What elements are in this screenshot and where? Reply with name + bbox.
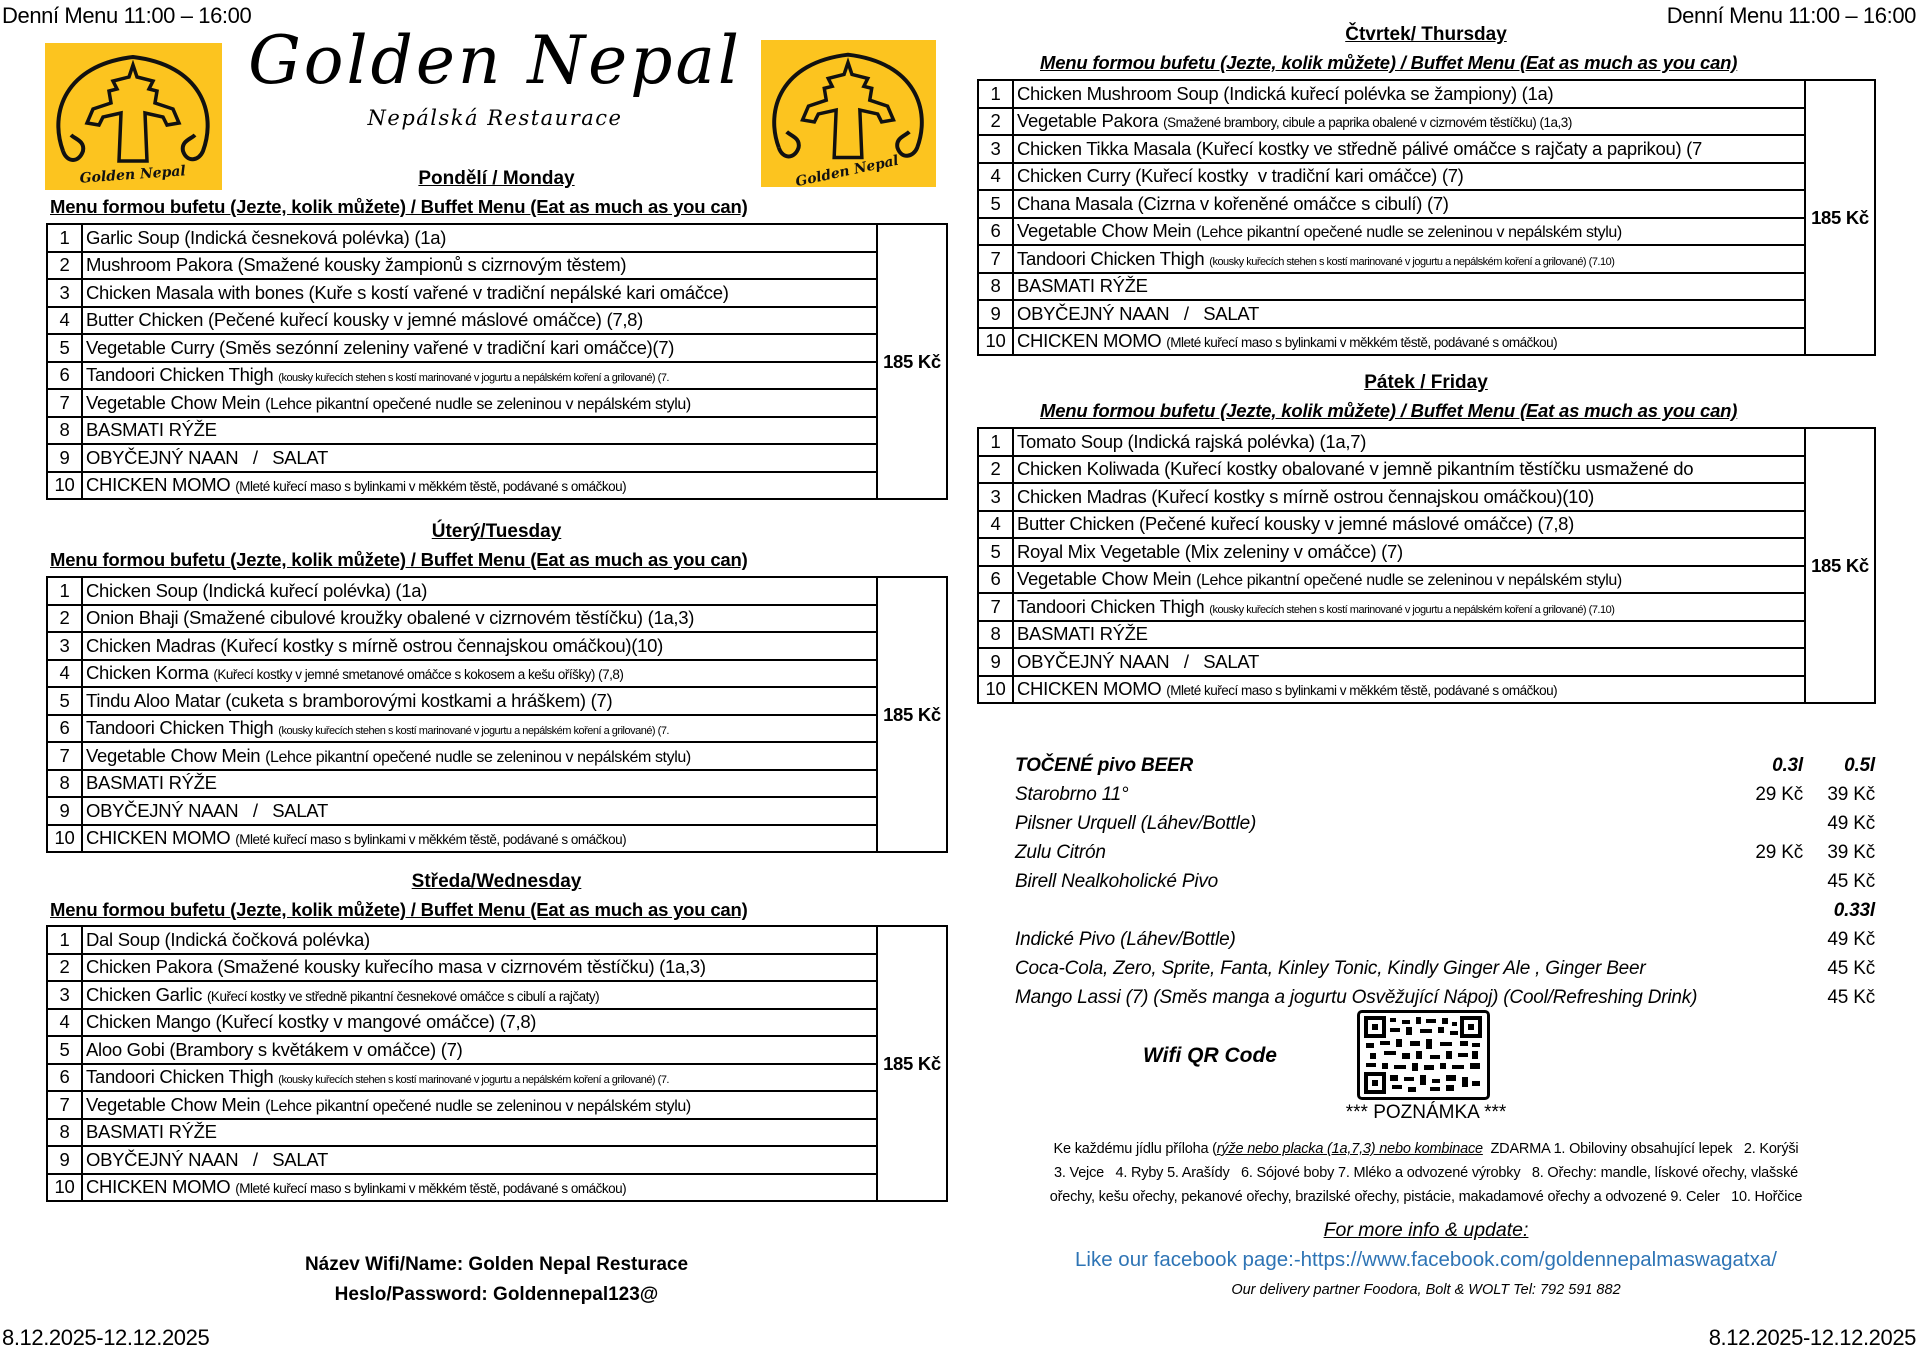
menu-item — [1013, 566, 1805, 594]
item-name: Royal Mix Vegetable (Mix zeleniny v omáčce) (7) — [1017, 540, 1403, 562]
drink-row — [1015, 810, 1875, 839]
menu-row — [978, 566, 1875, 594]
drinks-title: TOČENÉ pivo BEER — [1015, 755, 1194, 776]
date-range-left: 8.12.2025-12.12.2025 — [2, 1325, 210, 1350]
menu-row — [978, 163, 1875, 191]
menu-row — [978, 300, 1875, 328]
menu-item — [1013, 300, 1805, 328]
menu-item — [82, 1064, 877, 1092]
menu-row — [47, 307, 947, 335]
item-number: 1 — [978, 428, 1013, 456]
item-name: Chana Masala (Cizrna v kořeněné omáčce s cibulí) (7) — [1017, 192, 1449, 214]
buffet-price: 185 Kč — [877, 577, 947, 852]
pagoda-logo-icon — [761, 40, 936, 187]
menu-item — [82, 1174, 877, 1202]
menu-row — [978, 428, 1875, 456]
menu-row — [978, 648, 1875, 676]
buffet-caption: Menu formou bufetu (Jezte, kolik můžete) / Buffet Menu (Eat as much as you can) — [1040, 52, 1738, 73]
menu-item — [82, 444, 877, 472]
buffet-caption: Menu formou bufetu (Jezte, kolik můžete) / Buffet Menu (Eat as much as you can) — [50, 196, 748, 217]
drink-price-large: 39 Kč — [1827, 784, 1875, 805]
menu-row — [47, 472, 947, 500]
item-number: 1 — [47, 926, 82, 954]
menu-item — [1013, 428, 1805, 456]
item-name: Vegetable Pakora — [1017, 110, 1159, 132]
menu-row — [47, 362, 947, 390]
buffet-price: 185 Kč — [877, 926, 947, 1201]
drink-row — [1015, 839, 1875, 868]
buffet-caption: Menu formou bufetu (Jezte, kolik můžete) / Buffet Menu (Eat as much as you can) — [50, 549, 748, 570]
menu-item — [1013, 108, 1805, 136]
item-number: 4 — [47, 307, 82, 335]
menu-item — [82, 1119, 877, 1147]
menu-item — [82, 1146, 877, 1174]
menu-item — [82, 1036, 877, 1064]
menu-item — [82, 605, 877, 633]
menu-item — [1013, 163, 1805, 191]
item-name: Chicken Koliwada (Kuřecí kostky obalované v jemně pikantním těstíčku usmažené do — [1017, 458, 1694, 480]
drink-price-large: 45 Kč — [1827, 871, 1875, 892]
item-number: 3 — [47, 279, 82, 307]
drink-price-large: 39 Kč — [1827, 842, 1875, 863]
menu-item — [82, 307, 877, 335]
menu-row — [978, 108, 1875, 136]
buffet-caption: Menu formou bufetu (Jezte, kolik můžete) / Buffet Menu (Eat as much as you can) — [1040, 400, 1738, 421]
item-number: 5 — [47, 687, 82, 715]
menu-row — [978, 245, 1875, 273]
drink-name: Coca-Cola, Zero, Sprite, Fanta, Kinley Tonic, Kindly Ginger Ale , Ginger Beer — [1015, 958, 1646, 979]
item-number: 4 — [47, 1009, 82, 1037]
item-description: (Mleté kuřecí maso s bylinkami v měkkém těstě, podávané s omáčkou) — [1166, 683, 1558, 699]
day-heading-friday: Pátek / Friday — [1364, 372, 1488, 393]
item-name: Dal Soup (Indická čočková polévka) — [86, 928, 370, 950]
item-name: Butter Chicken (Pečené kuřecí kousky v jemné máslové omáčce) (7,8) — [86, 309, 644, 331]
item-name: Chicken Korma — [86, 662, 209, 684]
item-number: 6 — [978, 566, 1013, 594]
item-name: Chicken Masala with bones (Kuře s kostí vařené v tradiční nepálské kari omáčce) — [86, 281, 729, 303]
item-name: Vegetable Chow Mein — [86, 1093, 261, 1115]
wifi-password: Heslo/Password: Goldennepal123@ — [334, 1284, 659, 1305]
menu-item — [82, 252, 877, 280]
item-number: 9 — [47, 1146, 82, 1174]
item-name: Chicken Mushroom Soup (Indická kuřecí polévka se žampiony) (1a) — [1017, 82, 1554, 104]
menu-row — [47, 926, 947, 954]
menu-item — [82, 279, 877, 307]
drinks-header — [1015, 752, 1875, 781]
drink-price-large: 45 Kč — [1827, 987, 1875, 1008]
menu-item — [1013, 273, 1805, 301]
day-heading-thursday: Čtvrtek/ Thursday — [1345, 24, 1507, 45]
note-line-3: ořechy, kešu ořechy, pekanové ořechy, brazilské ořechy, pistácie, makadamové ořechy a odvozené 9. Celer 10. Hořčice — [1049, 1189, 1803, 1205]
menu-item — [1013, 621, 1805, 649]
menu-item — [82, 1091, 877, 1119]
menu-row — [47, 660, 947, 688]
item-name: Chicken Madras (Kuřecí kostky s mírně ostrou čennajskou omáčkou)(10) — [86, 634, 663, 656]
item-number: 9 — [978, 648, 1013, 676]
note-line-2: 3. Vejce 4. Ryby 5. Arašídy 6. Sójové boby 7. Mléko a odvozené výrobky 8. Ořechy: mandle, lískové ořechy, vlašské — [1054, 1165, 1798, 1181]
item-number: 4 — [978, 163, 1013, 191]
menu-row — [47, 334, 947, 362]
item-name: OBYČEJNÝ NAAN / SALAT — [86, 446, 328, 468]
item-description: (Lehce pikantní opečené nudle se zeleninou v nepálském stylu) — [1196, 572, 1622, 590]
menu-item — [82, 687, 877, 715]
item-description: (Lehce pikantní opečené nudle se zeleninou v nepálském stylu) — [265, 395, 691, 413]
item-number: 2 — [978, 456, 1013, 484]
menu-row — [47, 1091, 947, 1119]
item-name: OBYČEJNÝ NAAN / SALAT — [86, 799, 328, 821]
menu-row — [47, 389, 947, 417]
menu-item — [82, 334, 877, 362]
drink-name: Indické Pivo (Láhev/Bottle) — [1015, 929, 1236, 950]
day-heading-wednesday: Středa/Wednesday — [411, 871, 582, 892]
menu-item — [1013, 483, 1805, 511]
logo-text: Golden Nepal — [794, 152, 901, 187]
menu-row — [978, 456, 1875, 484]
date-range-right: 8.12.2025-12.12.2025 — [1708, 1325, 1916, 1350]
item-number: 10 — [47, 825, 82, 853]
item-description: (kousky kuřecích stehen s kostí marinované v jogurtu a nepálském koření a grilované) (7.10) — [1209, 603, 1615, 616]
menu-item — [1013, 245, 1805, 273]
menu-row — [47, 687, 947, 715]
item-name: Vegetable Curry (Směs sezónní zeleniny vařené v tradiční kari omáčce)(7) — [86, 336, 675, 358]
item-number: 5 — [47, 1036, 82, 1064]
menu-item — [82, 742, 877, 770]
item-number: 3 — [47, 981, 82, 1009]
size-small: 0.3l — [1772, 755, 1803, 776]
menu-row — [978, 676, 1875, 704]
hours-right: Denní Menu 11:00 – 16:00 — [1666, 3, 1916, 28]
menu-item — [1013, 648, 1805, 676]
size-large: 0.5l — [1844, 755, 1875, 776]
item-name: Tandoori Chicken Thigh — [86, 717, 274, 739]
drink-name: Zulu Citrón — [1015, 842, 1106, 863]
drink-name: Pilsner Urquell (Láhev/Bottle) — [1015, 813, 1257, 834]
menu-item — [1013, 218, 1805, 246]
item-description: (Smažené brambory, cibule a paprika obalené v cizrnovém těstíčku) (1a,3) — [1163, 115, 1572, 131]
wifi-name: Název Wifi/Name: Golden Nepal Resturace — [304, 1254, 689, 1275]
logo-text: Golden Nepal — [79, 163, 187, 187]
item-name: Tandoori Chicken Thigh — [1017, 247, 1205, 269]
restaurant-title: Golden Nepal — [248, 22, 742, 99]
facebook-link[interactable]: Like our facebook page:-https://www.facebook.com/goldennepalmaswagatxa/ — [1075, 1248, 1777, 1271]
menu-row — [978, 135, 1875, 163]
item-number: 2 — [47, 252, 82, 280]
item-description: (Kuřecí kostky v jemné smetanové omáčce s kokosem a kešu oříšky) (7,8) — [213, 667, 624, 683]
item-name: OBYČEJNÝ NAAN / SALAT — [1017, 650, 1259, 672]
menu-row — [47, 1119, 947, 1147]
item-name: BASMATI RÝŽE — [1017, 275, 1148, 297]
item-number: 3 — [978, 135, 1013, 163]
note-line-1-post: ZDARMA 1. Obiloviny obsahující lepek 2. Korýši — [1482, 1141, 1799, 1157]
menu-row — [978, 621, 1875, 649]
item-number: 7 — [47, 742, 82, 770]
menu-row — [978, 538, 1875, 566]
drink-name: Birell Nealkoholické Pivo — [1015, 871, 1219, 892]
delivery-info: Our delivery partner Foodora, Bolt & WOLT Tel: 792 591 882 — [1231, 1282, 1621, 1298]
item-number: 8 — [47, 417, 82, 445]
menu-item — [82, 632, 877, 660]
day-heading-tuesday: Úterý/Tuesday — [431, 521, 562, 542]
drink-row — [1015, 984, 1875, 1013]
item-number: 4 — [47, 660, 82, 688]
drink-price-small: 29 Kč — [1755, 784, 1803, 805]
menu-row — [978, 328, 1875, 356]
drink-row — [1015, 926, 1875, 955]
menu-item — [82, 926, 877, 954]
item-name: BASMATI RÝŽE — [1017, 623, 1148, 645]
item-name: Tandoori Chicken Thigh — [86, 1066, 274, 1088]
item-number: 6 — [978, 218, 1013, 246]
item-name: Chicken Curry (Kuřecí kostky v tradiční kari omáčce) (7) — [1017, 165, 1464, 187]
item-description: (kousky kuřecích stehen s kostí marinované v jogurtu a nepálském koření a grilované) (7. — [278, 372, 669, 385]
drink-price-small: 29 Kč — [1755, 842, 1803, 863]
item-name: Aloo Gobi (Brambory s květákem v omáčce) (7) — [86, 1038, 463, 1060]
item-description: (kousky kuřecích stehen s kostí marinované v jogurtu a nepálském koření a grilované) (7.10) — [1209, 255, 1615, 268]
item-number: 6 — [47, 715, 82, 743]
drink-price-large: 45 Kč — [1827, 958, 1875, 979]
drink-price-large: 49 Kč — [1827, 813, 1875, 834]
allergen-note — [977, 1137, 1875, 1209]
item-name: BASMATI RÝŽE — [86, 772, 217, 794]
item-number: 8 — [47, 1119, 82, 1147]
item-description: (Lehce pikantní opečené nudle se zeleninou v nepálském stylu) — [265, 1097, 691, 1115]
item-number: 7 — [47, 1091, 82, 1119]
wifi-qr-code[interactable] — [1357, 1010, 1490, 1100]
menu-table-friday — [977, 427, 1876, 704]
item-description: (Mleté kuřecí maso s bylinkami v měkkém těstě, podávané s omáčkou) — [1166, 335, 1558, 351]
wifi-info — [46, 1250, 947, 1310]
menu-row — [47, 981, 947, 1009]
menu-item — [82, 362, 877, 390]
menu-item — [82, 224, 877, 252]
drink-row — [1015, 868, 1875, 897]
menu-item — [1013, 190, 1805, 218]
item-description: (Mleté kuřecí maso s bylinkami v měkkém těstě, podávané s omáčkou) — [235, 832, 627, 848]
item-name: CHICKEN MOMO — [1017, 678, 1162, 700]
menu-row — [978, 273, 1875, 301]
item-number: 1 — [47, 577, 82, 605]
item-number: 2 — [47, 954, 82, 982]
buffet-price: 185 Kč — [877, 224, 947, 499]
item-number: 4 — [978, 511, 1013, 539]
menu-table-thursday — [977, 79, 1876, 356]
item-name: Chicken Soup (Indická kuřecí polévka) (1a) — [86, 579, 428, 601]
menu-row — [47, 252, 947, 280]
note-side-dish: rýže nebo placka (1a,7,3) nebo kombinace — [1216, 1141, 1483, 1157]
item-name: CHICKEN MOMO — [86, 827, 231, 849]
item-name: Vegetable Chow Mein — [86, 391, 261, 413]
qr-code-icon — [1360, 1013, 1487, 1097]
menu-row — [47, 954, 947, 982]
menu-item — [82, 1009, 877, 1037]
buffet-price: 185 Kč — [1805, 80, 1875, 355]
menu-item — [82, 981, 877, 1009]
menu-row — [47, 825, 947, 853]
item-description: (Kuřecí kostky ve středně pikantní česnekové omáčce s cibulí a rajčaty) — [206, 988, 600, 1004]
hours-left: Denní Menu 11:00 – 16:00 — [2, 3, 252, 28]
item-description: (Mleté kuřecí maso s bylinkami v měkkém těstě, podávané s omáčkou) — [235, 479, 627, 495]
menu-item — [82, 770, 877, 798]
menu-row — [47, 1009, 947, 1037]
menu-row — [47, 444, 947, 472]
menu-item — [1013, 676, 1805, 704]
item-number: 6 — [47, 362, 82, 390]
item-number: 9 — [978, 300, 1013, 328]
menu-item — [82, 954, 877, 982]
drink-row — [1015, 955, 1875, 984]
menu-row — [47, 770, 947, 798]
menu-item — [82, 660, 877, 688]
item-number: 7 — [978, 593, 1013, 621]
item-number: 5 — [47, 334, 82, 362]
drink-rows — [1015, 781, 1875, 1013]
drink-row — [1015, 781, 1875, 810]
item-name: OBYČEJNÝ NAAN / SALAT — [1017, 302, 1259, 324]
drinks-list — [1015, 752, 1875, 1013]
drink-row — [1015, 897, 1875, 926]
buffet-caption: Menu formou bufetu (Jezte, kolik můžete) / Buffet Menu (Eat as much as you can) — [50, 899, 748, 920]
menu-item — [1013, 538, 1805, 566]
restaurant-subtitle: Nepálská Restaurace — [367, 106, 623, 130]
item-name: Garlic Soup (Indická česneková polévka) (1a) — [86, 226, 447, 248]
item-name: Vegetable Chow Mein — [1017, 220, 1192, 242]
menu-item — [82, 389, 877, 417]
item-name: CHICKEN MOMO — [1017, 330, 1162, 352]
item-number: 1 — [978, 80, 1013, 108]
note-line-1 — [977, 1137, 1875, 1161]
item-name: BASMATI RÝŽE — [86, 1121, 217, 1143]
drink-name: Starobrno 11° — [1015, 784, 1129, 805]
menu-item — [1013, 80, 1805, 108]
menu-row — [47, 224, 947, 252]
item-number: 5 — [978, 190, 1013, 218]
menu-item — [82, 715, 877, 743]
menu-row — [978, 190, 1875, 218]
menu-item — [1013, 593, 1805, 621]
note-title: *** POZNÁMKA *** — [1345, 1102, 1507, 1123]
item-name: BASMATI RÝŽE — [86, 419, 217, 441]
item-description: (kousky kuřecích stehen s kostí marinované v jogurtu a nepálském koření a grilované) (7. — [278, 1074, 669, 1087]
item-number: 2 — [978, 108, 1013, 136]
drink-price-large: 49 Kč — [1827, 929, 1875, 950]
item-name: Tomato Soup (Indická rajská polévka) (1a,7) — [1017, 430, 1367, 452]
menu-row — [47, 632, 947, 660]
item-name: Chicken Mango (Kuřecí kostky v mangové omáčce) (7,8) — [86, 1011, 537, 1033]
item-number: 10 — [47, 472, 82, 500]
menu-row — [47, 1146, 947, 1174]
item-name: Tandoori Chicken Thigh — [86, 364, 274, 386]
menu-item — [82, 417, 877, 445]
item-name: Chicken Tikka Masala (Kuřecí kostky ve středně pálivé omáčce s rajčaty a paprikou) (7 — [1017, 137, 1702, 159]
menu-row — [47, 1036, 947, 1064]
wifi-qr-label: Wifi QR Code — [1143, 1044, 1277, 1067]
item-name: Onion Bhaji (Smažené cibulové kroužky obalené v cizrnovém těstíčku) (1a,3) — [86, 607, 695, 629]
item-number: 10 — [47, 1174, 82, 1202]
menu-item — [82, 825, 877, 853]
item-number: 9 — [47, 444, 82, 472]
menu-row — [47, 417, 947, 445]
item-name: CHICKEN MOMO — [86, 474, 231, 496]
drink-name: Mango Lassi (7) (Směs manga a jogurtu Osvěžující Nápoj) (Cool/Refreshing Drink) — [1015, 987, 1698, 1008]
item-name: Vegetable Chow Mein — [86, 744, 261, 766]
item-number: 8 — [978, 273, 1013, 301]
item-number: 5 — [978, 538, 1013, 566]
item-description: (Lehce pikantní opečené nudle se zeleninou v nepálském stylu) — [1196, 224, 1622, 242]
menu-row — [978, 511, 1875, 539]
more-info-heading: For more info & update: — [1323, 1219, 1529, 1241]
item-name: Tindu Aloo Matar (cuketa s bramborovými kostkami a hráškem) (7) — [86, 689, 613, 711]
item-description: (Mleté kuřecí maso s bylinkami v měkkém těstě, podávané s omáčkou) — [235, 1181, 627, 1197]
item-number: 10 — [978, 676, 1013, 704]
menu-table-monday — [46, 223, 948, 500]
menu-row — [47, 742, 947, 770]
item-name: Butter Chicken (Pečené kuřecí kousky v jemné máslové omáčce) (7,8) — [1017, 513, 1575, 535]
menu-row — [47, 577, 947, 605]
menu-row — [47, 1064, 947, 1092]
menu-row — [47, 715, 947, 743]
day-heading-monday: Pondělí / Monday — [418, 168, 575, 189]
item-number: 10 — [978, 328, 1013, 356]
menu-row — [978, 593, 1875, 621]
item-name: Chicken Pakora (Smažené kousky kuřecího masa v cizrnovém těstíčku) (1a,3) — [86, 956, 706, 978]
menu-item — [82, 577, 877, 605]
menu-row — [978, 218, 1875, 246]
size-label: 0.33l — [1833, 900, 1875, 921]
menu-table-tuesday — [46, 576, 948, 853]
menu-item — [82, 797, 877, 825]
item-name: Tandoori Chicken Thigh — [1017, 595, 1205, 617]
item-number: 2 — [47, 605, 82, 633]
item-name: Vegetable Chow Mein — [1017, 568, 1192, 590]
item-number: 1 — [47, 224, 82, 252]
menu-row — [47, 279, 947, 307]
logo-right — [761, 40, 936, 187]
buffet-price: 185 Kč — [1805, 428, 1875, 703]
menu-row — [47, 797, 947, 825]
menu-row — [47, 1174, 947, 1202]
item-number: 7 — [978, 245, 1013, 273]
item-name: Mushroom Pakora (Smažené kousky žampionů s cizrnovým těstem) — [86, 254, 627, 276]
item-number: 9 — [47, 797, 82, 825]
menu-item — [1013, 135, 1805, 163]
menu-row — [978, 483, 1875, 511]
menu-item — [1013, 328, 1805, 356]
item-description: (Lehce pikantní opečené nudle se zeleninou v nepálském stylu) — [265, 748, 691, 766]
item-name: OBYČEJNÝ NAAN / SALAT — [86, 1148, 328, 1170]
item-number: 8 — [47, 770, 82, 798]
menu-item — [1013, 456, 1805, 484]
item-number: 6 — [47, 1064, 82, 1092]
item-name: Chicken Garlic — [86, 983, 203, 1005]
menu-row — [47, 605, 947, 633]
menu-row — [978, 80, 1875, 108]
note-line-1-pre: Ke každému jídlu příloha ( — [1053, 1141, 1217, 1157]
item-name: Chicken Madras (Kuřecí kostky s mírně ostrou čennajskou omáčkou)(10) — [1017, 485, 1594, 507]
item-number: 3 — [978, 483, 1013, 511]
menu-table-wednesday — [46, 925, 948, 1202]
menu-item — [82, 472, 877, 500]
item-description: (kousky kuřecích stehen s kostí marinované v jogurtu a nepálském koření a grilované) (7. — [278, 725, 669, 738]
item-number: 3 — [47, 632, 82, 660]
menu-item — [1013, 511, 1805, 539]
item-number: 7 — [47, 389, 82, 417]
item-name: CHICKEN MOMO — [86, 1176, 231, 1198]
item-number: 8 — [978, 621, 1013, 649]
